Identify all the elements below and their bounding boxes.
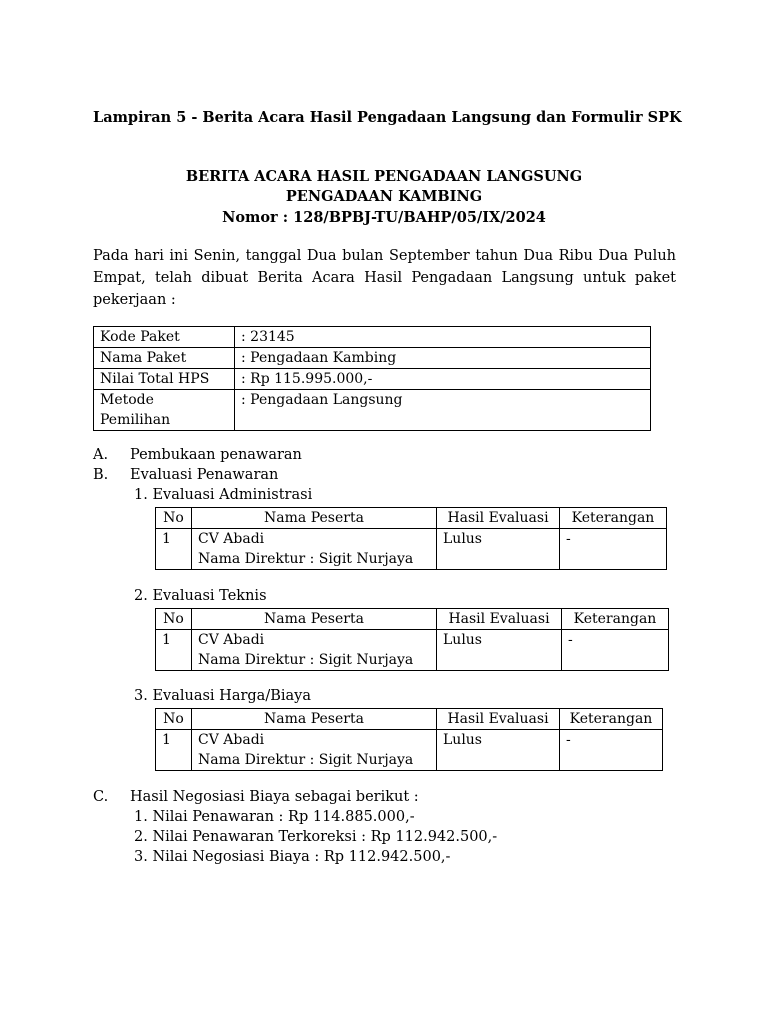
- package-info-row: [94, 327, 651, 348]
- column-header-note: Keterangan: [562, 609, 669, 630]
- package-info-value: : Rp 115.995.000,-: [235, 369, 651, 390]
- participant-director: Nama Direktur : Sigit Nurjaya: [198, 652, 414, 668]
- package-info-value: : Pengadaan Kambing: [235, 348, 651, 369]
- section-a-text: Pembukaan penawaran: [130, 447, 302, 463]
- section-c-text: Hasil Negosiasi Biaya sebagai berikut :: [130, 789, 419, 805]
- evaluation-table: [155, 608, 669, 671]
- row-no: 1: [156, 630, 192, 671]
- participant-director: Nama Direktur : Sigit Nurjaya: [198, 551, 414, 567]
- column-header-result: Hasil Evaluasi: [437, 709, 560, 730]
- column-header-name: Nama Peserta: [192, 508, 437, 529]
- evaluation-note: -: [560, 529, 667, 570]
- attachment-title: Lampiran 5 - Berita Acara Hasil Pengadaan Langsung dan Formulir SPK: [93, 109, 682, 126]
- participant-name: CV Abadi: [198, 531, 265, 547]
- participant-name: CV Abadi: [198, 632, 265, 648]
- column-header-note: Keterangan: [560, 508, 667, 529]
- doc-number: Nomor : 128/BPBJ-TU/BAHP/05/IX/2024: [222, 209, 546, 226]
- evaluation-result: Lulus: [437, 529, 560, 570]
- evaluation-result: Lulus: [437, 630, 562, 671]
- section-b-marker: B.: [93, 467, 109, 483]
- column-header-no: No: [156, 709, 192, 730]
- package-info-row: [94, 348, 651, 369]
- table-row: [156, 630, 669, 671]
- evaluation-note: -: [562, 630, 669, 671]
- section-c-marker: C.: [93, 789, 109, 805]
- column-header-no: No: [156, 508, 192, 529]
- table-row: [156, 529, 667, 570]
- package-info-label: Kode Paket: [94, 327, 235, 348]
- column-header-name: Nama Peserta: [192, 709, 437, 730]
- package-info-value: : 23145: [235, 327, 651, 348]
- row-no: 1: [156, 529, 192, 570]
- intro-paragraph: Pada hari ini Senin, tanggal Dua bulan September tahun Dua Ribu Dua Puluh Empat, telah dibuat Berita Acara Hasil Pengadaan Langsung untuk paket pekerjaan :: [93, 248, 676, 308]
- column-header-note: Keterangan: [560, 709, 663, 730]
- evaluation-result: Lulus: [437, 730, 560, 771]
- evaluation-table: [155, 507, 667, 570]
- negotiation-item: 3. Nilai Negosiasi Biaya : Rp 112.942.500,-: [134, 849, 451, 865]
- package-info-label: Nilai Total HPS: [94, 369, 235, 390]
- section-b-text: Evaluasi Penawaran: [130, 467, 279, 483]
- package-info-table: [93, 326, 651, 431]
- doc-title-line1: BERITA ACARA HASIL PENGADAAN LANGSUNG: [185, 168, 583, 185]
- participant-name: CV Abadi: [198, 732, 265, 748]
- column-header-no: No: [156, 609, 192, 630]
- package-info-row: [94, 390, 651, 431]
- column-header-result: Hasil Evaluasi: [437, 609, 562, 630]
- negotiation-item: 1. Nilai Penawaran : Rp 114.885.000,-: [134, 809, 415, 825]
- evaluation-note: -: [560, 730, 663, 771]
- evaluation-table: [155, 708, 663, 771]
- column-header-result: Hasil Evaluasi: [437, 508, 560, 529]
- column-header-name: Nama Peserta: [192, 609, 437, 630]
- evaluation-title: 1. Evaluasi Administrasi: [134, 487, 313, 503]
- negotiation-item: 2. Nilai Penawaran Terkoreksi : Rp 112.942.500,-: [134, 829, 498, 845]
- evaluation-title: 3. Evaluasi Harga/Biaya: [134, 688, 311, 704]
- package-info-row: [94, 369, 651, 390]
- package-info-label: Nama Paket: [94, 348, 235, 369]
- evaluation-title: 2. Evaluasi Teknis: [134, 588, 267, 604]
- row-no: 1: [156, 730, 192, 771]
- section-a-marker: A.: [93, 447, 109, 463]
- participant-director: Nama Direktur : Sigit Nurjaya: [198, 752, 414, 768]
- package-info-label: Metode Pemilihan: [94, 390, 235, 431]
- table-row: [156, 730, 663, 771]
- package-info-value: : Pengadaan Langsung: [235, 390, 651, 431]
- doc-title-line2: PENGADAAN KAMBING: [285, 188, 483, 205]
